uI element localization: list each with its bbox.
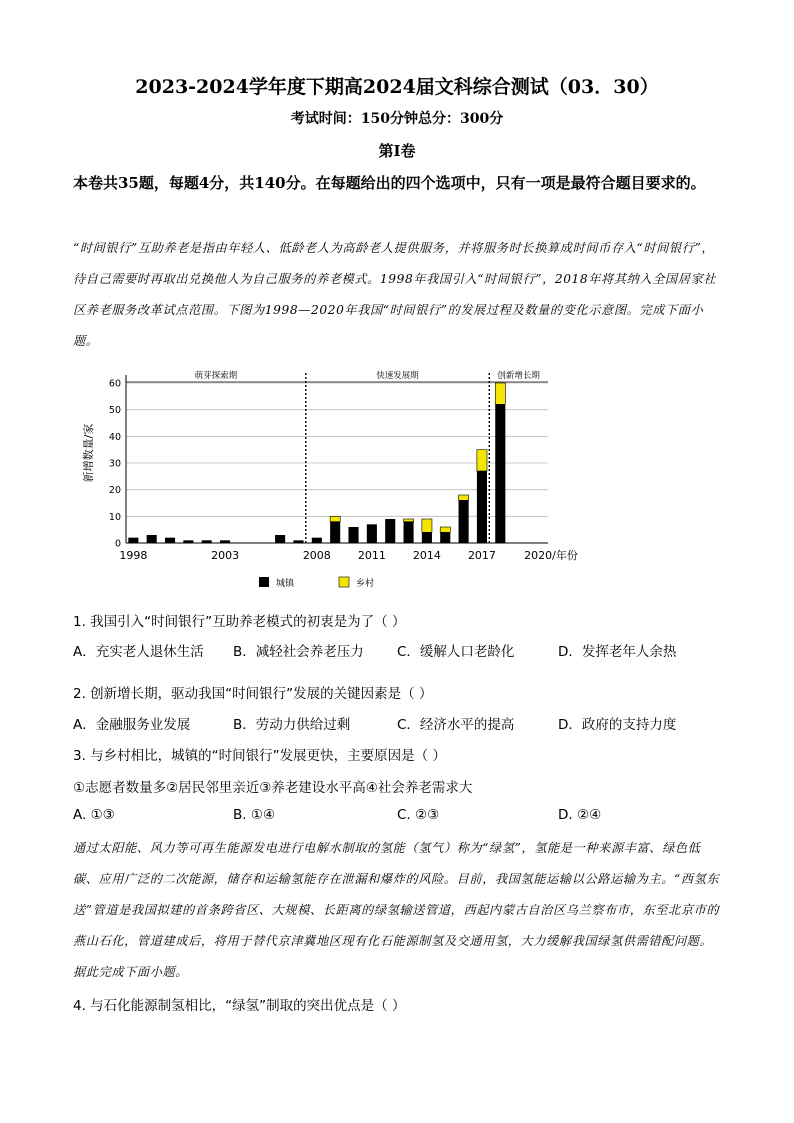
y-tick-label: 60 (108, 378, 121, 390)
bar-urban (275, 535, 285, 543)
chart-ticks (109, 379, 578, 563)
bar-urban (367, 524, 377, 543)
y-tick-label: 0 (114, 538, 121, 550)
exam-info: 考试时间：150分钟总分：300分 (290, 111, 504, 127)
q3-option-b[interactable]: B. ①④ (233, 807, 276, 823)
passage-green-hydrogen: 通过太阳能、风力等可再生能源发电进行电解水制取的氢能（氢气）称为“绿氢”，氢能是一种来源丰富、绿色低碳、应用广泛的二次能源，储存和运输氢能存在泄漏和爆炸的风险。目前，我国氢能运输以公路运输为主。“西氢东送”管道是我国拟建的首条跨省区、大规模、长距离的绿氢输送管道，西起内蒙古自治区乌兰察布市，东至北京市的燕山石化，管道建成后，将用于替代京津冀地区现有化石能源制氢及交通用氢，大力缓解我国绿氢供需错配问题。据此完成下面小题。 (73, 841, 720, 979)
q1-option-a[interactable]: A．充实老人退休生活 (73, 644, 204, 660)
y-tick-label: 10 (108, 511, 121, 523)
bar-urban (220, 540, 230, 543)
bar-urban (422, 532, 432, 543)
bar-urban (440, 532, 450, 543)
bar-urban (147, 535, 157, 543)
bar-rural (459, 495, 469, 500)
bar-rural (330, 516, 340, 521)
question-3: 3. 与乡村相比，城镇的“时间银行”发展更快，主要原因是（ ） (73, 748, 446, 764)
q1-option-d[interactable]: D．发挥老年人余热 (558, 644, 677, 660)
page-title: 2023-2024学年度下期高2024届文科综合测试（03．30） (135, 76, 659, 98)
bar-urban (348, 527, 358, 543)
bar-rural (404, 519, 414, 522)
x-tick-label: 2014 (412, 549, 441, 562)
x-tick-label: 2008 (302, 549, 331, 562)
x-tick-label: 2020/年份 (524, 549, 578, 562)
q2-option-d[interactable]: D．政府的支持力度 (558, 717, 677, 733)
x-tick-label: 2011 (357, 549, 386, 562)
bar-rural (477, 450, 487, 471)
chart-legend (259, 577, 374, 589)
q1-option-c[interactable]: C．缓解人口老龄化 (397, 644, 515, 660)
question-4: 4. 与石化能源制氢相比，“绿氢”制取的突出优点是（ ） (73, 998, 406, 1014)
period-label: 快速发展期 (376, 371, 419, 381)
question-2: 2. 创新增长期，驱动我国“时间银行”发展的关键因素是（ ） (73, 686, 433, 702)
period-label: 创新增长期 (497, 371, 540, 381)
q3-option-d[interactable]: D. ②④ (558, 807, 602, 823)
bar-urban (404, 522, 414, 543)
q3-statements: ①志愿者数量多②居民邻里亲近③养老建设水平高④社会养老需求大 (73, 780, 473, 796)
chart-y-axis-label: 新增数量/家 (82, 423, 95, 483)
q2-option-b[interactable]: B．劳动力供给过剩 (233, 717, 351, 733)
q2-option-a[interactable]: A．金融服务业发展 (73, 717, 191, 733)
bar-rural (440, 527, 450, 532)
bar-urban (385, 519, 395, 543)
bar-urban (477, 471, 487, 543)
period-label: 萌芽探索期 (194, 371, 238, 381)
bar-rural (495, 383, 505, 404)
bar-urban (202, 540, 212, 543)
bar-urban (495, 404, 505, 543)
bar-urban (293, 540, 303, 543)
bar-urban (183, 540, 193, 543)
q1-option-b[interactable]: B．减轻社会养老压力 (233, 644, 364, 660)
y-tick-label: 40 (108, 431, 121, 443)
bar-urban (128, 538, 138, 543)
x-tick-label: 1998 (119, 549, 148, 562)
y-tick-label: 30 (108, 458, 121, 470)
q2-option-c[interactable]: C．经济水平的提高 (397, 717, 515, 733)
bar-urban (312, 538, 322, 543)
bar-urban (165, 538, 175, 543)
legend-swatch-urban (259, 577, 269, 587)
bar-urban (459, 500, 469, 543)
passage-time-bank: “时间银行”互助养老是指由年轻人、低龄老人为高龄老人提供服务，并将服务时长换算成时间币存入“时间银行”，待自己需要时再取出兑换他人为自己服务的养老模式。1998年我国引入“时间银行”，2018年将其纳入全国居家社区养老服务改革试点范围。下图为1998—2020年我国“时间银行”的发展过程及数量的变化示意图。完成下面小题。 (73, 241, 717, 348)
bar-urban (330, 522, 340, 543)
legend-swatch-rural (339, 577, 349, 587)
q3-option-a[interactable]: A. ①③ (73, 807, 115, 823)
y-tick-label: 50 (108, 405, 121, 417)
x-tick-label: 2003 (211, 549, 240, 562)
legend-label-rural: 乡村 (356, 579, 375, 589)
q3-option-c[interactable]: C. ②③ (397, 807, 440, 823)
x-tick-label: 2017 (467, 549, 496, 562)
part-heading: 第I卷 (378, 142, 416, 160)
legend-label-urban: 城镇 (276, 579, 295, 589)
question-1: 1. 我国引入“时间银行”互助养老模式的初衷是为了（ ） (73, 614, 406, 630)
instructions: 本卷共35题，每题4分，共140分。在每题给出的四个选项中，只有一项是最符合题目要求的。 (73, 174, 706, 192)
y-tick-label: 20 (108, 485, 121, 497)
time-bank-chart (76, 355, 596, 600)
bar-rural (422, 519, 432, 532)
